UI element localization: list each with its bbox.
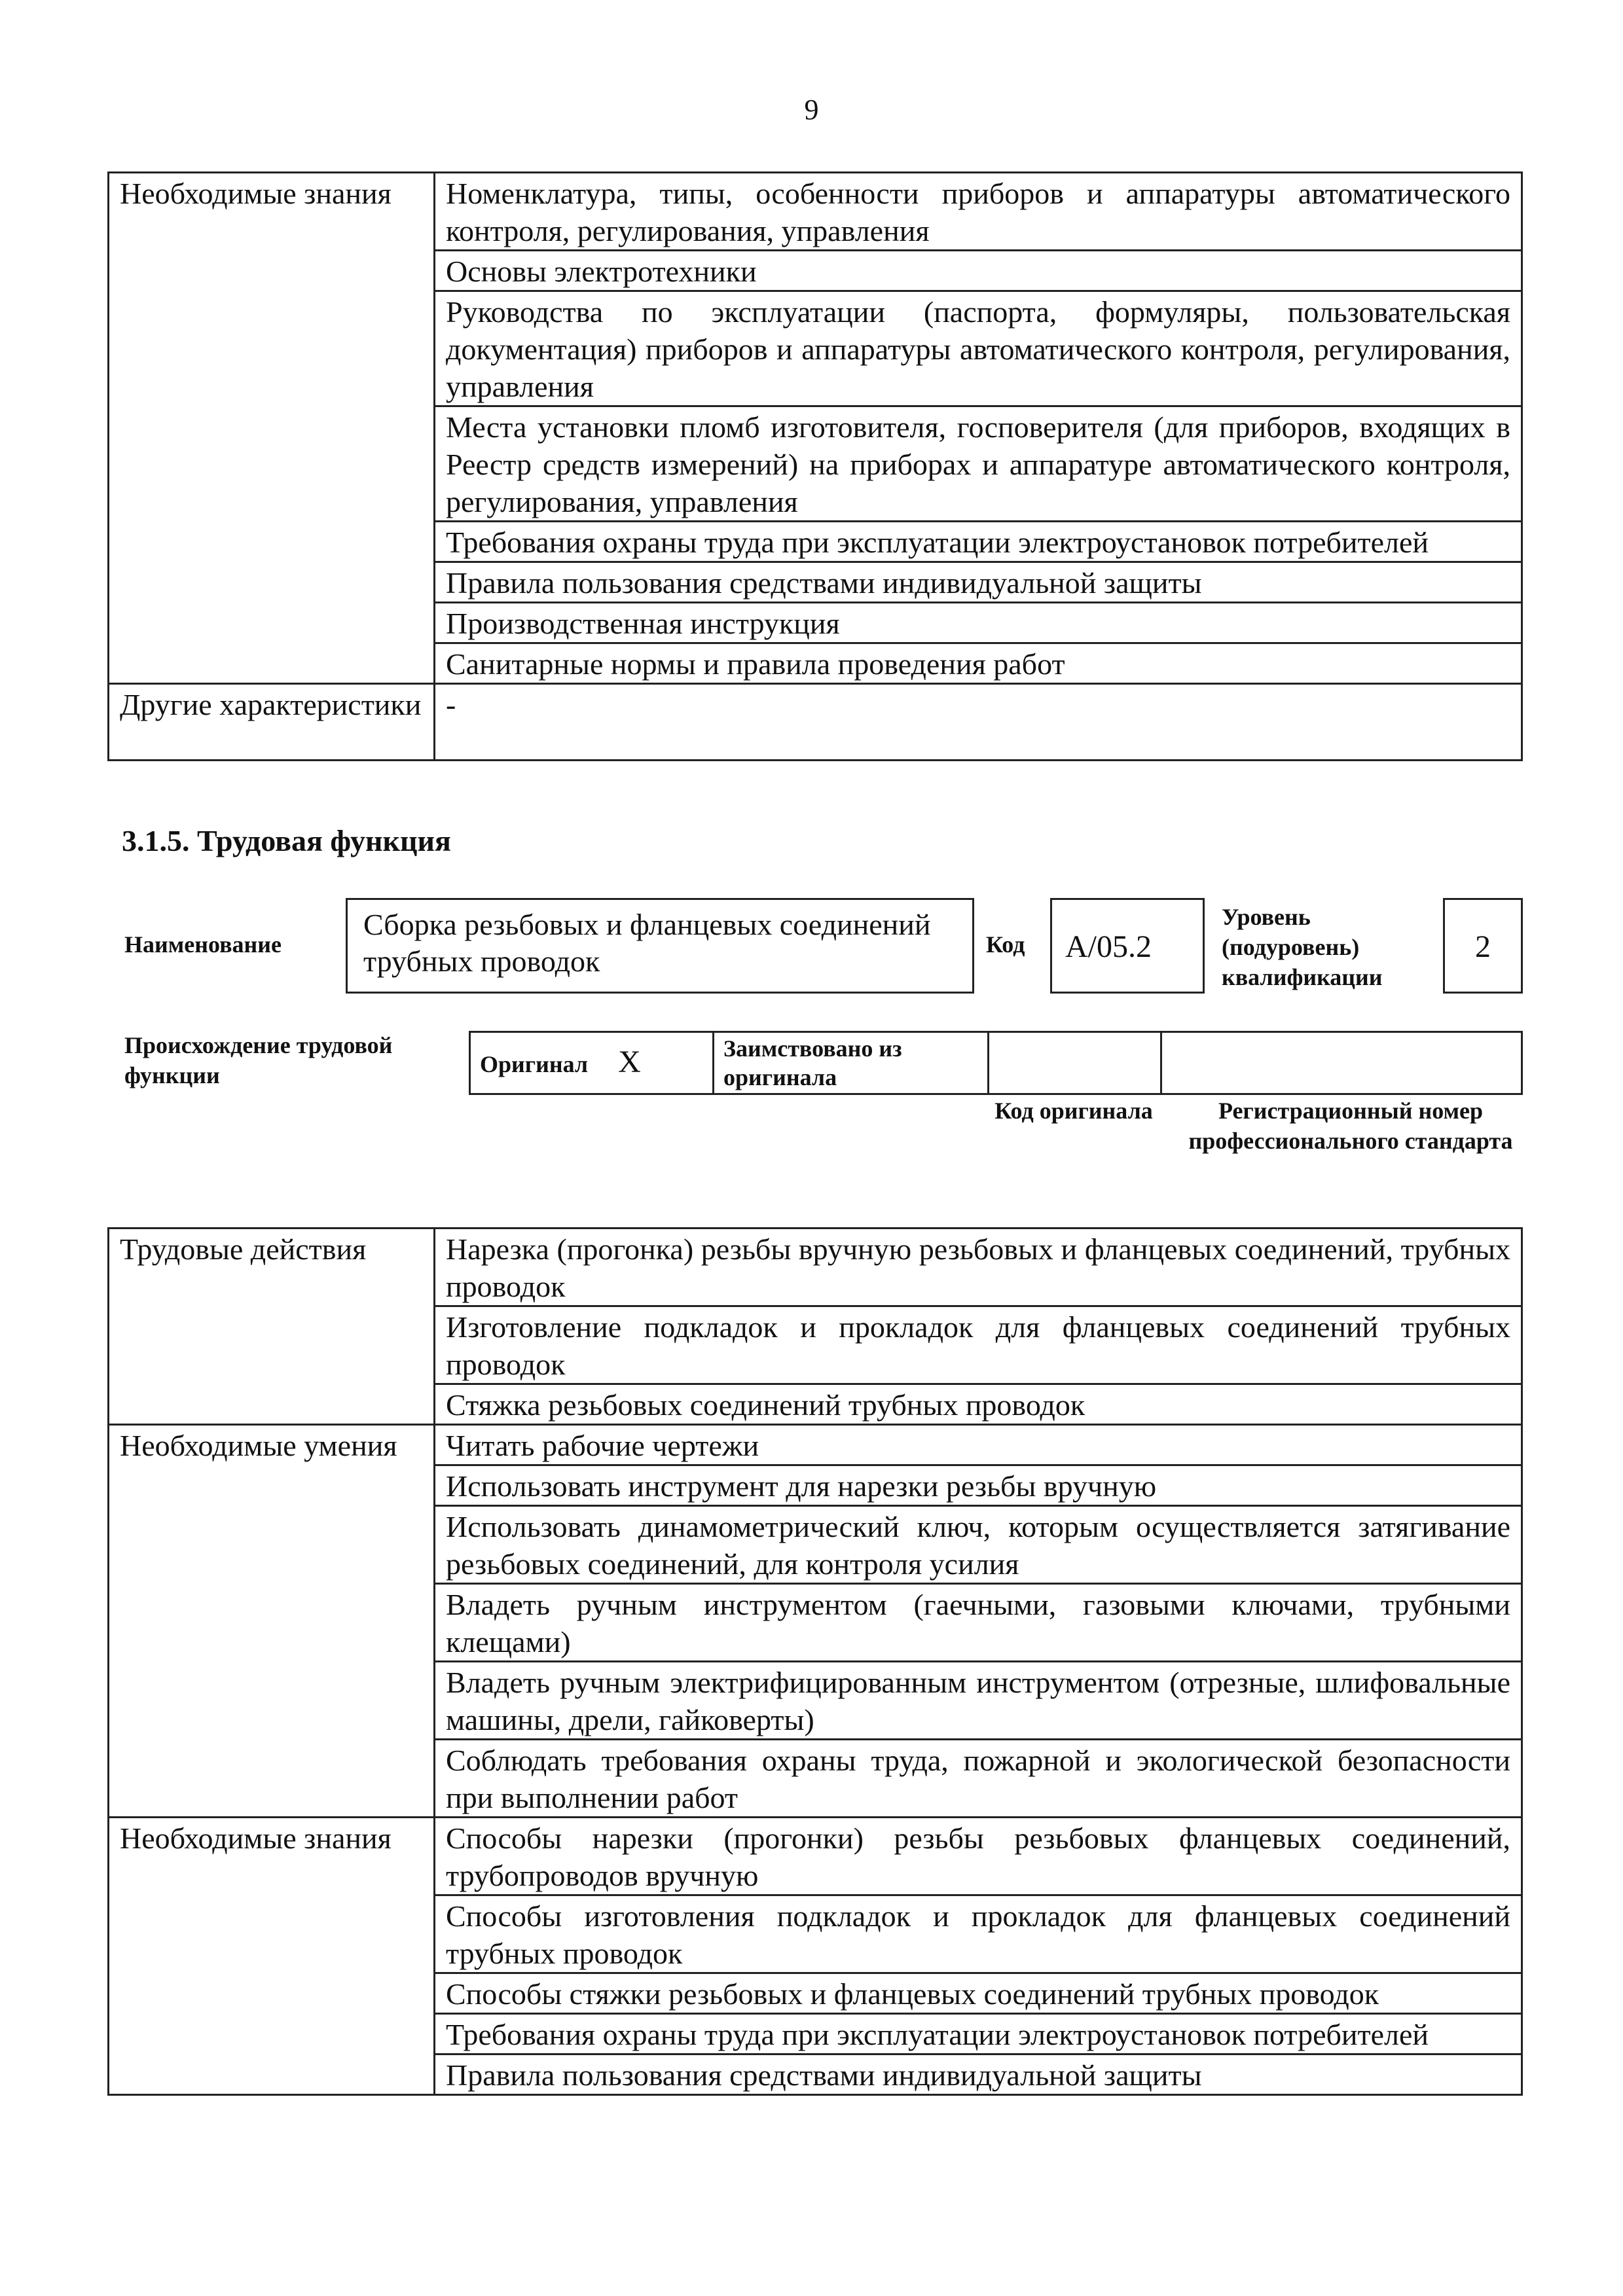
level-label: Уровень (подуровень) квалификации <box>1222 904 1383 990</box>
table-row <box>470 1032 1522 1094</box>
table-cell: Требования охраны труда при эксплуатации электроустановок потребителей <box>435 2014 1522 2054</box>
table-cell: Руководства по эксплуатации (паспорта, формуляры, пользовательская документация) приборов и аппаратуры автоматического контроля, регулирования, управления <box>435 291 1522 406</box>
original-mark: X <box>618 1044 641 1079</box>
registration-caption: Регистрационный номер профессионального стандарта <box>1188 1098 1513 1154</box>
table-cell: Правила пользования средствами индивидуальной защиты <box>435 562 1522 603</box>
function-name-box: Сборка резьбовых и фланцевых соединений трубных проводок <box>346 898 974 994</box>
table-cell: - <box>435 684 1522 761</box>
table-cell: Соблюдать требования охраны труда, пожарной и экологической безопасности при выполнении работ <box>435 1740 1522 1818</box>
row-label: Трудовые действия <box>109 1229 435 1425</box>
table-cell: Способы изготовления подкладок и прокладок для фланцевых соединений трубных проводок <box>435 1895 1522 1973</box>
table-cell: Стяжка резьбовых соединений трубных проводок <box>435 1384 1522 1425</box>
table-row <box>109 684 1522 761</box>
original-code-cell <box>989 1032 1161 1094</box>
table-cell: Номенклатура, типы, особенности приборов и аппаратуры автоматического контроля, регулирования, управления <box>435 173 1522 251</box>
name-label: Наименование <box>124 931 282 958</box>
table-cell: Использовать инструмент для нарезки резьбы вручную <box>435 1465 1522 1506</box>
table-cell: Места установки пломб изготовителя, госповерителя (для приборов, входящих в Реестр средств измерений) на приборах и аппаратуре автоматического контроля, регулирования, управления <box>435 406 1522 522</box>
original-cell <box>470 1032 714 1094</box>
page-number: 9 <box>804 94 819 126</box>
row-label: Необходимые знания <box>109 173 435 684</box>
code-label: Код <box>986 931 1025 958</box>
table-cell: Правила пользования средствами индивидуальной защиты <box>435 2054 1522 2095</box>
table-cell: Нарезка (прогонка) резьбы вручную резьбовых и фланцевых соединений, трубных проводок <box>435 1229 1522 1306</box>
row-label: Другие характеристики <box>109 684 435 761</box>
borrowed-cell: Заимствовано из оригинала <box>714 1032 989 1094</box>
table-cell: Читать рабочие чертежи <box>435 1425 1522 1465</box>
knowledge-table <box>107 171 1523 761</box>
table-cell: Использовать динамометрический ключ, которым осуществляется затягивание резьбовых соединений, для контроля усилия <box>435 1506 1522 1584</box>
table-cell: Изготовление подкладок и прокладок для фланцевых соединений трубных проводок <box>435 1306 1522 1384</box>
table-cell: Владеть ручным инструментом (гаечными, газовыми ключами, трубными клещами) <box>435 1584 1522 1662</box>
origin-table <box>469 1031 1523 1095</box>
code-caption: Код оригинала <box>994 1098 1153 1124</box>
table-cell: Санитарные нормы и правила проведения работ <box>435 643 1522 684</box>
origin-label: Происхождение трудовой функции <box>124 1032 393 1088</box>
function-code-box: A/05.2 <box>1050 898 1205 994</box>
function-table <box>107 1227 1523 2096</box>
row-label: Необходимые знания <box>109 1818 435 2095</box>
qualification-level-box: 2 <box>1443 898 1523 994</box>
table-cell: Производственная инструкция <box>435 603 1522 643</box>
row-label: Необходимые умения <box>109 1425 435 1818</box>
table-cell: Требования охраны труда при эксплуатации электроустановок потребителей <box>435 522 1522 562</box>
registration-number-cell <box>1161 1032 1522 1094</box>
table-cell: Основы электротехники <box>435 251 1522 291</box>
table-cell: Способы нарезки (прогонки) резьбы резьбовых фланцевых соединений, трубопроводов вручную <box>435 1818 1522 1895</box>
table-cell: Способы стяжки резьбовых и фланцевых соединений трубных проводок <box>435 1973 1522 2014</box>
section-title: 3.1.5. Трудовая функция <box>122 824 451 857</box>
table-cell: Владеть ручным электрифицированным инструментом (отрезные, шлифовальные машины, дрели, гайковерты) <box>435 1662 1522 1740</box>
table-row <box>109 1229 1522 1306</box>
original-label: Оригинал <box>480 1050 589 1077</box>
table-row <box>109 173 1522 251</box>
table-row <box>109 1425 1522 1465</box>
table-row <box>109 1818 1522 1895</box>
